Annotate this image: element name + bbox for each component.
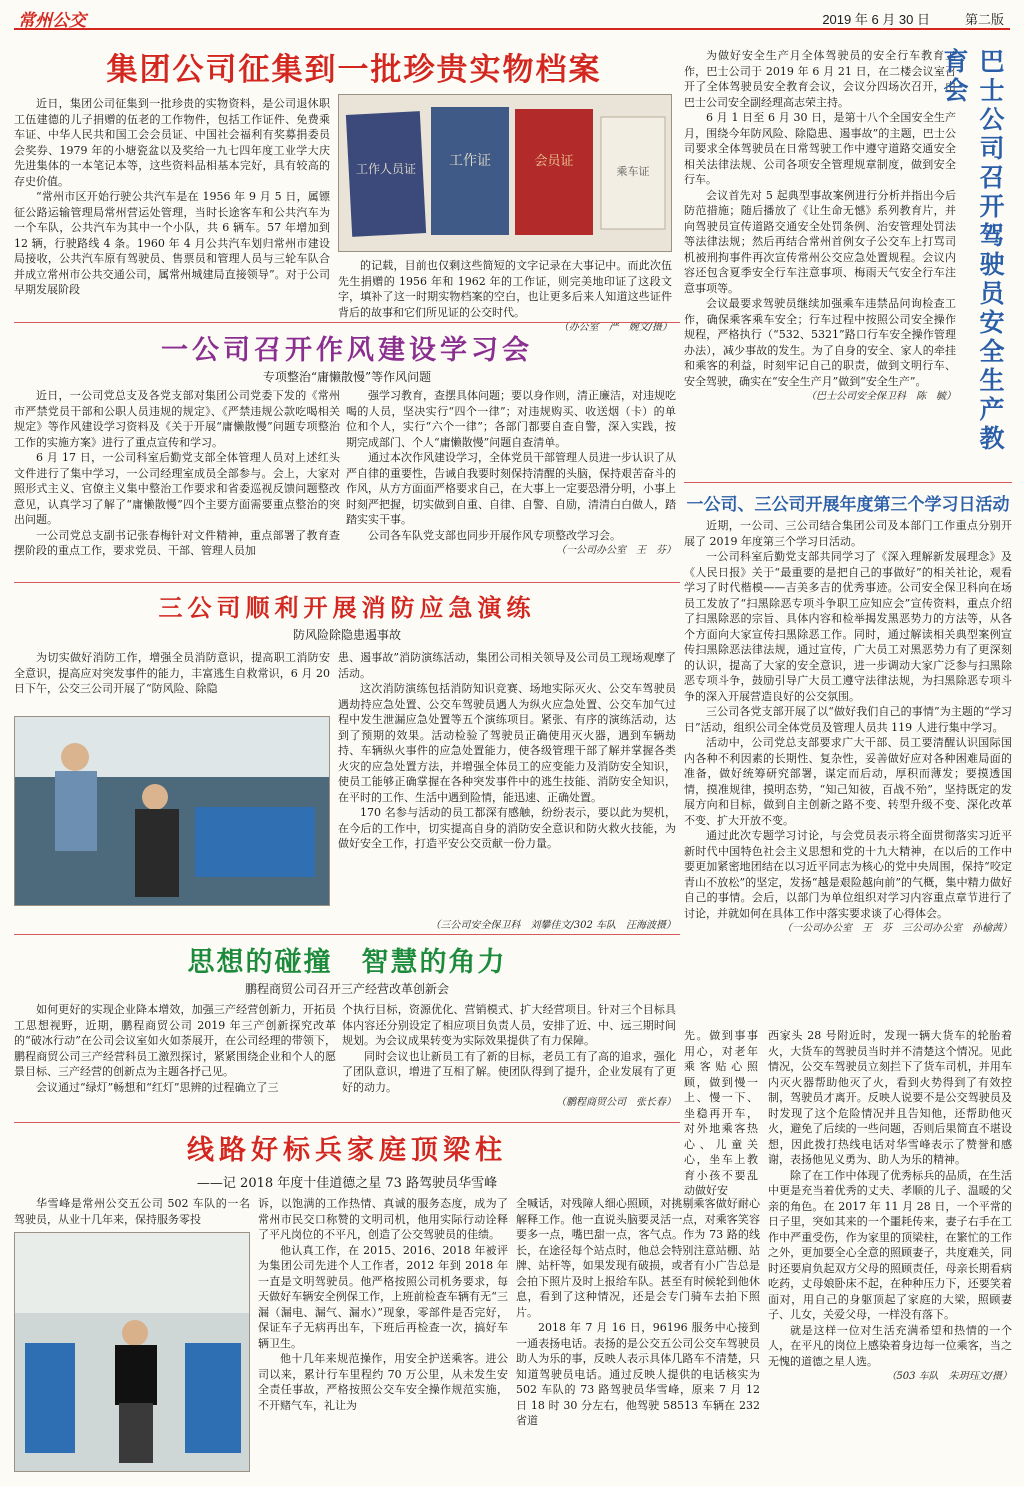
divider	[684, 482, 1012, 483]
driver-photo	[14, 1232, 250, 1472]
a1-p3: 的记载，目前也仅剩这些简短的文字记录在大事记中。而此次伍先生捐赠的 1956 年和 1962 年的工作证，则完美地印证了这段文字，填补了这一时期实物档案的空白，也让更多后来人知道这些证件背后的故事和它们所见证的公交时代。	[338, 259, 672, 319]
a2-c1-p1: 近日，一公司党总支及各党支部对集团公司党委下发的《常州市严禁党员干部和公职人员违规的规定》、《严禁违规公款吃喝相关规定》等作风建设学习资料及《关于开展“庸懒散慢”问题专项整治工作的实施方案》进行了重点宣传和学习。	[14, 389, 340, 449]
a2-c2-p2: 通过本次作风建设学习，全体党员干部管理人员进一步认识了从严自律的重要性，告诫自我要时刻保持清醒的头脑，保持艰苦奋斗的作风，从方方面面严格要求自己，在大事上一定要恐滑分明，小事上时刻严把握，切实做到自重、自律、自警、自励，清清白白做人，踏踏实实干事。	[346, 451, 676, 526]
bus-interior-illustration	[15, 717, 330, 906]
a6-p4: 会议最要求驾驶员继续加强乘车违禁品问询检查工作，确保乘客乘车安全；行车过程中按照公司安全操作规程，严格执行（“532、5321”路口行车安全操作管理办法），减少事故的发生。为了自身的安全、家人的牵挂和乘客的利益，时刻牢记自己的职责，做到文明行车、安全驾驶，确实在“安全生产月”做到“安全生产”。	[684, 297, 956, 388]
a4-c1-p1: 如何更好的实现企业降本增效，加强三产经营创新力，开拓员工思想视野，近期，鹏程商贸公司 2019 年三产创新探究改革的“破冰行动”在公司会议室如火如荼展开，在公司经理的带领下，鹏程商贸公司三产经营科员工激烈探讨，紧紧围绕企业和个人的愿景目标、三产经营的创新点为主题各抒己见。	[14, 1003, 336, 1078]
a6-p2: 6 月 1 日至 6 月 30 日，是第十八个全国安全生产月，围绕今年防风险、除隐患、遏事故”的主题，巴士公司要求全体驾驶员在日常驾驶工作中遵守道路交通安全相关法律法规、公司各项安全管理规章制度，做到安全行车。	[684, 111, 956, 186]
a7-p2: 一公司科室后勤党支部共同学习了《深入理解新发展理念》及《人民日报》关于“最重要的是把自己的事做好”的相关社论，观看学习了时代楷模——吉美多吉的优秀事迹。公司安全保卫科向在场员工发放了“扫黑除恶专项斗争职工应知应会”宣传资料，重点介绍了扫黑除恶的宗旨、具体内容和检举揭发黑恶势力的方法等，从各个方面向大家宣传扫黑除恶工作。同时，通过解读相关典型案例宣传扫黑除恶法律法规，通过宣传，广大员工对黑恶势力有了更深刻的认识，提高了大家的安全意识，进一步调动大家广泛参与扫黑除恶专项斗争，鼓励引导广大员工遵守法律法规，为扫黑除恶专项斗争的深入开展营造良好的公交氛围。	[684, 550, 1012, 703]
a3-subtitle: 防风险除隐患遏事故	[292, 628, 401, 642]
a5-subtitle: ——记 2018 年度十佳道德之星 73 路驾驶员华雪峰	[196, 1176, 498, 1191]
a1-byline: （办公室 严 婉文/摄）	[558, 322, 672, 333]
divider	[14, 582, 680, 583]
a5-c2-p2: 他认真工作，在 2015、2016、2018 年被评为集团公司先进个人工作者，2012 年到 2018 年一直是文明驾驶员。他严格按照公司机务要求，每天做好车辆安全例保工作，上班前检查车辆有无“三漏（漏电、漏气、漏水）”现象，零部件是否完好，保证车子无病再出车，下班后再检查一次，搞好车辆卫生。	[258, 1243, 508, 1350]
a1-col1	[14, 96, 330, 298]
a6-byline: （巴士公司安全保卫科 陈 毓）	[806, 391, 956, 402]
a2-col2	[346, 388, 676, 559]
a3-title: 三公司顺利开展消防应急演练	[158, 593, 536, 622]
a3-c2-p1: 患、遏事故”消防演练活动，集团公司相关领导及公司员工现场观摩了活动。	[338, 651, 676, 680]
a2-subtitle: 专项整治“庸懒散慢”等作风问题	[262, 370, 432, 384]
a5-narrow-col	[684, 1028, 758, 1199]
a7-title: 一公司、三公司开展年度第三个学习日活动	[686, 495, 1010, 515]
a7-p5: 通过此次专题学习讨论，与会党员表示将全面贯彻落实习近平新时代中国特色社会主义思想和党的十九大精神，在以后的工作中要更加紧密地团结在以习近平同志为核心的党中央周围，保持“咬定青山不放松”的坚定，发扬“越是艰险越向前”的气概，集中精力做好自己的事情。会后，以部门为单位组织对学习内容重点章节进行了讨论，并就如何在具体工作中落实要求谈了心得体会。	[684, 829, 1012, 920]
a5-c3-p2: 2018 年 7 月 16 日，96196 服务中心接到一通表扬电话。表扬的是公交五公司公交车驾驶员助人为乐的事，反映人表示具体几路车不清楚，只知道驾驶员电话。通过反映人提供的电话核实为 502 车队的 73 路驾驶员华雪峰，原来 7 月 12 日 18 时 30 分左右，他驾驶 58513 车辆在 232 省道	[516, 1321, 760, 1427]
a5-col1	[14, 1196, 250, 1227]
a5-c5-p3: 就是这样一位对生活充满希望和热情的一个人，在平凡的岗位上感染着身边每一位乘客，当之无愧的道德之星人选。	[768, 1323, 1012, 1368]
a3-byline: （三公司安全保卫科 刘攀佳文/302 车队 汪海波摄）	[430, 920, 676, 931]
a2-byline: （一公司办公室 王 芬）	[556, 545, 676, 556]
a1-col2	[338, 258, 672, 336]
a4-col2	[342, 1002, 676, 1111]
a1-title: 集团公司征集到一批珍贵实物档案	[106, 52, 602, 88]
a4-subtitle: 鹏程商贸公司召开三产经营改革创新会	[244, 982, 449, 996]
a5-byline: （503 车队 朱玥珏文/摄）	[886, 1371, 1012, 1382]
a5-c5-p1: 西家头 28 号附近时，发现一辆大货车的轮胎着火，大货车的驾驶员当时并不清楚这个情况。见此情况，公交车驾驶员立刻拦下了货车司机，并用车内灭火器帮助他灭了火，看到火势得到了有效控制，驾驶员才离开。反映人说要不是公交驾驶员及时发现了这个危险情况并且告知他，还帮助他灭火，避免了后续的一些问题，否则后果简直不堪设想，因此拨打热线电话对华雪峰表示了赞誉和感谢，表扬他见义勇为、助人为乐的精神。	[768, 1029, 1012, 1166]
divider	[14, 1122, 680, 1123]
a2-c1-p3: 一公司党总支副书记张春梅针对文件精神，重点部署了教育查摆阶段的重点工作，要求党员、干部、管理人员加	[14, 528, 340, 557]
masthead	[14, 4, 1010, 30]
a2-c1-p2: 6 月 17 日，一公司科室后勤党支部全体管理人员对上述红头文件进行了集中学习，一公司经理室成员全部参与。会上，大家对照形式主义、官僚主义集中整治工作要求和省委巡视反馈问题整改意见，认真学习了解了“庸懒散慢”四个主要方面需要重点整治的突出问题。	[14, 451, 340, 526]
a3-p1: 为切实做好消防工作，增强全员消防意识，提高职工消防安全意识，提高应对突发事件的能力，丰富逃生自救常识，6 月 20 日下午，公交三公司开展了“防风险、除隐	[14, 651, 330, 695]
book-label-2: 工作证	[449, 153, 491, 169]
a5-col2	[258, 1196, 508, 1413]
masthead-logo: 常州公交	[18, 11, 86, 31]
a4-col1	[14, 1002, 336, 1095]
a7-byline: （一公司办公室 王 芬 三公司办公室 孙榆茜）	[782, 923, 1012, 934]
a7-p3: 三公司各党支部开展了以“做好我们自己的事情”为主题的“学习日”活动，组织公司全体党员及管理人员共 119 人进行集中学习。	[684, 705, 1012, 734]
a7-p1: 近期，一公司、三公司结合集团公司及本部门工作重点分别开展了 2019 年度第三个学习日活动。	[684, 519, 1012, 548]
book-label-4: 乘车证	[616, 165, 650, 178]
a4-c2-p2: 同时会议也让新员工有了新的目标，老员工有了高的追求，强化了团队意识，增进了互相了解。使团队得到了提升，企业发展有了更好的动力。	[342, 1049, 676, 1094]
a5-narrow-text: 先。做到事事用心，对老年乘客贴心照顾，做到慢一上、慢一下、坐稳再开车，对外地乘客热心、儿童关心，坐车上教育小孩不要乱动做好安	[684, 1029, 758, 1197]
a5-c3-p1: 全喊话，对残障人细心照顾，对挑剔乘客做好耐心解释工作。他一直说头脑要灵活一点，对乘客笑容要多一点，嘴巴甜一点，客气点。作为 73 路的线长，在途径每个站点时，他总会特别注意站棚、站牌、站杆等，如果发现有破损，或者有小广告总是会拍下照片及时上报给车队。甚至有时候轮到他休息，看到了这种情况，还是会专门骑车去拍下照片。	[516, 1197, 760, 1319]
a5-col5	[768, 1028, 1012, 1385]
fire-drill-photo	[14, 716, 330, 906]
book-label-3: 会员证	[534, 154, 574, 169]
a4-c1-p2: 会议通过“绿灯”畅想和“红灯”思辨的过程确立了三	[36, 1080, 279, 1094]
a2-col1	[14, 388, 340, 559]
a5-c1-p1: 华雪峰是常州公交五公司 502 车队的一名驾驶员，从业十几年来，保持服务零投	[14, 1197, 250, 1226]
a5-c5-p2: 除了在工作中体现了优秀标兵的品质，在生活中更是充当着优秀的丈夫、孝顺的儿子、温暖的父亲的角色。在 2017 年 11 月 28 日，一个平常的日子里，突如其来的一个噩耗传来，妻子右手在工作中严重受伤，作为家里的顶梁柱，在繁忙的工作之外，更加要全心全意的照顾妻子，共度难关，同时还要肩负起双方父母的照顾责任，母亲长期看病吃药，丈母娘卧床不起，在种种压力下，还要笑着面对，用自己的身躯顶起了家庭的大梁，照顾妻子、儿女，关爱父母，一样没有落下。	[768, 1168, 1012, 1321]
a5-c2-p3: 他十几年来规范操作，用安全护送乘客。进公司以来，累计行车里程约 70 万公里，从未发生安全责任事故，严格按照公交车安全操作规范实施，不开赌气车，礼让为	[258, 1352, 508, 1412]
a2-c2-p1: 强学习教育，查摆具体问题；要以身作则，清正廉洁，对违规吃喝的人员，坚决实行“四个一律”；对违规购买、收送烟（卡）的单位和个人，实行“六个一律”；各部门都要自查自警，深入实践，按期完成部门、个人“庸懒散慢”问题自查清单。	[346, 389, 676, 449]
a5-title: 线路好标兵家庭顶梁柱	[187, 1135, 507, 1166]
a4-title: 思想的碰撞 智慧的角力	[187, 947, 507, 978]
a6-title: 巴士公司召开驾驶员安全生产教育会	[940, 48, 1005, 454]
a2-c2-p3: 公司各车队党支部也同步开展作风专项整改学习会。	[368, 528, 621, 542]
a1-p2: “常州市区开始行驶公共汽车是在 1956 年 9 月 5 日，属镖征公路运输管理局常州营运处管理，当时长途客车和公共汽车为一个车队，公共汽车为其中一个小队，共 6 辆车。57 年增加到 12 辆，行驶路线 4 条。1960 年 4 月公共汽车划归常州市建设局接收，公共汽车原有驾驶员、售票员和管理人员与三轮车队合并成立常州市公共交通公司，属常州城建局直接领导”。对于公司早期发展阶段	[14, 190, 330, 296]
edition-label: 第二版	[964, 12, 1004, 27]
a5-col3	[516, 1196, 760, 1429]
issue-date: 2019 年 6 月 30 日	[822, 12, 930, 27]
a6-p3: 会议首先对 5 起典型事故案例进行分析并指出今后防范措施；随后播放了《让生命无憾》系列教育片，并向驾驶员宣传道路交通安全处罚条例、治安管理处罚法等法律法规；然后再结合常州首例女子公交车上打骂司机被刑拘事件再次宣传常州公交应急处置规程。会议内容还包含夏季安全行车注意事项、梅雨天气安全行车注意事项等。	[684, 188, 956, 295]
a6-body	[684, 48, 956, 405]
a7-body	[684, 518, 1012, 937]
archive-books-illustration	[339, 95, 672, 252]
bus-cleaning-illustration	[15, 1233, 250, 1472]
a4-c2-p1: 个执行目标，资源优化、营销模式、扩大经营项目。针对三个目标具体内容还分别设定了相应项目负责人员，安排了近、中、远三期时间规划。为会议成果转变为实际效果提供了有力保障。	[342, 1003, 676, 1047]
book-label-1: 工作人员证	[355, 162, 417, 176]
a3-c2-p2: 这次消防演练包括消防知识竞赛、场地实际灭火、公交车驾驶员遇劫持应急处置、公交车驾驶员遇人为纵火应急处置、公交车加气过程中发生泄漏应急处置等五个演练项目。紧张、有序的演练活动，达到了预期的效果。活动检验了驾驶员正确使用灭火器，遇到车辆劫持、车辆纵火事件的应急处置能力，使各级管理干部了解并掌握各类火灾的应急处置方法，并增强全体员工的应变能力及消防安全知识，使员工能够正确掌握在各种突发事件中的逃生技能、消防安全知识，在平时的工作、生活中遇到险情，能迅速、正确处置。	[338, 682, 676, 804]
a4-byline: （鹏程商贸公司 张长春）	[556, 1097, 676, 1108]
a6-p1: 为做好安全生产月全体驾驶员的安全行车教育工作，巴士公司于 2019 年 6 月 21 日，在二楼会议室召开了全体驾驶员安全教育会议，会议分四场次召开，由巴士公司安全副经理高志荣主持。	[684, 49, 956, 109]
a3-c2-p3: 170 名参与活动的员工都深有感触，纷纷表示，要以此为契机，在今后的工作中，切实提高自身的消防安全意识和防火救火技能，为做好安全工作，打造平安公交贡献一份力量。	[338, 806, 676, 850]
divider	[14, 322, 680, 323]
archive-photo	[338, 94, 672, 252]
a2-title: 一公司召开作风建设学习会	[161, 335, 533, 366]
divider	[14, 934, 680, 935]
a3-col2	[338, 650, 676, 852]
a5-c2-p1: 诉，以饱满的工作热情、真诚的服务态度，成为了常州市民交口称赞的文明司机，他用实际行动诠释了平凡岗位的不平凡，创造了公交驾驶员的佳绩。	[258, 1197, 508, 1241]
a3-col1	[14, 650, 330, 697]
a1-p1: 近日，集团公司征集到一批珍贵的实物资料，是公司退休职工伍建德的儿子捐赠的伍老的工作物件，包括工作证件、免费乘车证、中华人民共和国工会会员证、中国社会福利有奖募捐委员会奖券、1979 年的小塘瓷盆以及奖给一九七四年度工业学大庆先进集体的一本笔记本等，这些资料品相基本完好，具有较高的存史价值。	[14, 97, 330, 188]
a7-p4: 活动中，公司党总支部要求广大干部、员工要清醒认识国际国内各种不利因素的长期性、复杂性，妥善做好应对各种困难局面的准备，做好统筹研究部署，谋定而后动，厚积而薄发；要摸透国情，摸准规律，摸明态势，“知己知彼，百战不殆”，坚持既定的发展方向和目标，做到自主创新之路不变、转型升级不变、深化改革不变、扩大开放不变。	[684, 736, 1012, 827]
